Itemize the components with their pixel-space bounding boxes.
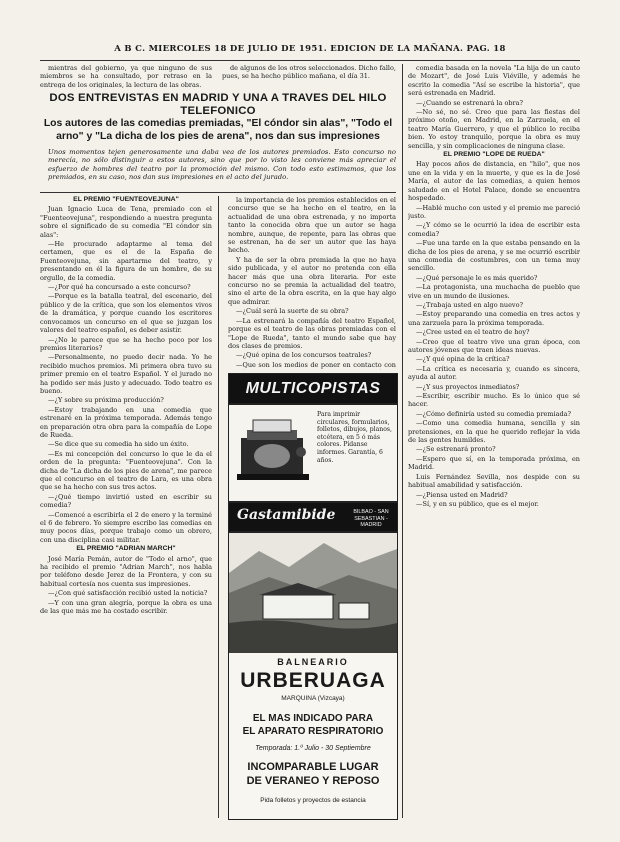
paragraph: —¿Trabaja usted en algo nuevo? <box>416 300 523 309</box>
paragraph: Hay pocos años de distancia, en "hilo", que nos une en la vida y en la muerte, y que es la de José María, el autor de las comedias, a quien hemos saludado en el Hotel Palace, donde se encuentra hospedado. <box>408 160 580 203</box>
paragraph: —¿Se estrenará pronto? <box>416 445 496 454</box>
paragraph: —¿Qué opina de los concursos teatrales? <box>236 351 372 360</box>
paragraph: —Sí, y en su público, que es el mejor. <box>416 499 539 508</box>
paragraph: la importancia de los premios establecidos en el concurso que se ha hecho en el teatro, en la actualidad de una obra estrenada, y no importa tanto la conocida obra que un autor se haga nombre, aunque, de repente, para las obras que se estrenan, ha de ser un autor que las haya hecho. <box>228 196 396 255</box>
article-intro: Unos momentos tejen generosamente una daba vea de los autores premiados. Esto concurso no merecía, no sólo distinguir a estos autores, sino que por lo visto les conviene más apreciar el esfuerzo de hombres del teatro por la promoción del mismo. Con todo esto estimamos, que los premiados, en su caso, nos dan sus impresiones en el acto del jurado. <box>48 148 396 182</box>
ad-balneario-urberuaga <box>228 532 398 820</box>
paragraph: —¿Y sobre su próxima producción? <box>48 396 164 405</box>
paragraph: —¿Cree usted en el teatro de hoy? <box>416 328 530 337</box>
ad-balneario-label: BALNEARIO <box>277 657 349 667</box>
paragraph: —Personalmente, no puedo decir nada. Yo he recibido muchos premios. Mi primera obra tuvo su primer premio en el teatro Español. Y el jurado no ha podido ser más justo y adecuado. Todo teatro es bueno. <box>40 353 212 395</box>
ad-balneario-footer: Pida folletos y proyectos de estancia <box>260 797 366 804</box>
col2-top-text <box>222 64 396 88</box>
ad-balneario-location: MARQUINA (Vizcaya) <box>281 695 345 702</box>
ad-balneario-slogan-1: INCOMPARABLE LUGAR <box>247 761 379 773</box>
section-heading-adrian-march: EL PREMIO "ADRIAN MARCH" <box>76 545 176 553</box>
paragraph: Y ha de ser la obra premiada la que no haya sido publicada, y el autor no pretenda con ella hacer más que una obra literaria. Por este concurso no se premia la actualidad del teatro, sino el arte de la obra escrita, en la que hay algo que admirar. <box>228 255 396 306</box>
paragraph: —Estoy preparando una comedia en tres actos y una zarzuela para la próxima temporada. <box>408 310 580 327</box>
paragraph: —¿No le parece que se ha hecho poco por los premios literarios? <box>40 335 212 352</box>
paragraph: —Es mi concepción del concurso lo que le da el orden de la pregunta: "Fuenteovejuna". Con la dicha de "La dicha de los pies de arena", me parece que el concurso en el teatro de Lara, es una obra que se ha hecho con sus tres actos. <box>40 449 212 492</box>
paragraph: —Comencé a escribirla el 2 de enero y la terminé el 6 de febrero. Yo siempre escribo las comedias en muy pocos días, porque trabajo como un obrero, con una disciplina casi militar. <box>40 510 212 544</box>
paragraph: —Se dice que su comedia ha sido un éxito. <box>48 440 189 449</box>
section-heading-lope-de-rueda: EL PREMIO "LOPE DE RUEDA" <box>443 151 545 159</box>
paragraph: —Y con una gran alegría, porque la obra es una de las que más me ha costado escribir. <box>40 598 212 616</box>
col1-top-paragraph: mientras del gobierno, ya que ninguno de sus miembros se ha consultado, por retraso en la entrega de los originales, la lectura de las obras. <box>40 64 212 88</box>
ad-gastamibide <box>228 502 398 532</box>
paragraph: —¿Y sus proyectos inmediatos? <box>416 382 520 391</box>
column-2 <box>228 196 396 370</box>
ad-balneario-claim-1: EL MAS INDICADO PARA <box>252 713 374 724</box>
paragraph: Luis Fernández Sevilla, nos despide con su habitual amabilidad y satisfacción. <box>408 472 580 490</box>
ad-balneario-name: URBERUAGA <box>240 669 386 692</box>
balneario-landscape-illustration <box>229 533 397 653</box>
paragraph: —Hablé mucho con usted y el premio me pareció justo. <box>408 203 580 220</box>
column-1 <box>40 196 212 822</box>
ad-gastamibide-brand: Gastamibide <box>237 507 336 523</box>
page-header: A B C. MIERCOLES 18 DE JULIO DE 1951. EDICION DE LA MAÑANA. PAG. 18 <box>114 44 506 54</box>
ad-multicopistas-text: Para imprimir circulares, formularios, folletos, dibujos, planos, etcétera, en 5 ó más colores. Pídanse informes. Garantía, 6 años. <box>317 411 392 464</box>
paragraph: José María Pemán, autor de "Todo el arno", que ha recibido el premio "Adrian March", nos habla por teléfono desde Jerez de la Frontera, y con su habitual cortesía nos cuenta sus impresiones. <box>40 554 212 588</box>
header-rule <box>40 60 580 61</box>
paragraph: —¿Con qué satisfacción recibió usted la noticia? <box>48 589 208 598</box>
paragraph: —Escribir, escribir mucho. Es lo único que sé hacer. <box>408 392 580 409</box>
paragraph: —No sé, no sé. Creo que para las fiestas del próximo otoño, en Madrid, en la Zarzuela, en el teatro María Guerrero, y que el público lo reciba bien. Yo estoy tranquilo, porque la obra es muy sencilla, y sin complicaciones de ninguna clase. <box>408 108 580 150</box>
ad-multicopistas-banner: MULTICOPISTAS <box>228 373 398 404</box>
paragraph: —¿Por qué ha concursado a este concurso? <box>48 283 191 292</box>
paragraph: —Porque es la batalla teatral, del escenario, del público y de la crítica, que son los elementos vivos de la dramática, y porque cuando los escritores convocamos un concurso en el que se juzgan los valores del teatro español, es deber asistir. <box>40 292 212 335</box>
ad-gastamibide-locations: BILBAO - SAN SEBASTIAN - MADRID <box>353 509 389 529</box>
ad-balneario-season: Temporada: 1.º Julio - 30 Septiembre <box>255 745 371 752</box>
column-3 <box>408 64 580 822</box>
paragraph: —¿Cuando se estrenará la obra? <box>416 98 524 107</box>
paragraph: —La crítica es necesaria y, cuando es sincera, ayuda al autor. <box>408 364 580 382</box>
paragraph: —¿Y cómo se le ocurrió la idea de escribir esta comedia? <box>408 221 580 238</box>
headline-sub: Los autores de las comedias premiadas, "El cóndor sin alas", "Todo el arno" y "La dicha de los pies de arena", nos dan sus impresiones <box>43 118 393 142</box>
paragraph: —¿Qué tiempo invirtió usted en escribir su comedia? <box>40 492 212 510</box>
paragraph: —La protagonista, una muchacha de pueblo que vive en un mundo de ilusiones. <box>408 283 580 300</box>
paragraph: comedia basada en la novela "La hija de un cauto de Mozart", de José Luis Viéville, y además he escrito la comedia "Así se escribe la historia", que será estrenada en Madrid. <box>408 64 580 98</box>
ad-balneario-slogan-2: DE VERANEO Y REPOSO <box>246 775 380 787</box>
paragraph: —¿Y qué opina de la crítica? <box>416 355 510 364</box>
ad-multicopistas-body <box>228 404 398 502</box>
col2-top-paragraph: de algunos de los otros seleccionados. Dicho fallo, pues, se ha hecho público mañana, el día 31. <box>222 64 396 81</box>
ad-balneario-claim-2: EL APARATO RESPIRATORIO <box>242 726 384 737</box>
col1-top-text <box>40 64 212 88</box>
paragraph: —Estoy trabajando en una comedia que estrenaré en la próxima temporada. Además tengo en preparación otra obra para la compañía de Lope de Rueda. <box>40 405 212 439</box>
column-divider <box>218 196 219 818</box>
paragraph: —Espero que sí, en la temporada próxima, en Madrid. <box>408 454 580 472</box>
paragraph: —¿Cómo definiría usted su comedia premiada? <box>416 409 572 418</box>
paragraph: —¿Cuál será la suerte de su obra? <box>236 307 349 316</box>
paragraph: —Creo que el teatro vive una gran época, con autores jóvenes que traen ideas nuevas. <box>408 337 580 354</box>
paragraph: Juan Ignacio Luca de Tena, premiado con el "Fuenteovejuna", respondiendo a nuestra pregunta sobre el significado de su comedia "El cóndor sin alas": <box>40 205 212 239</box>
paragraph: —¿Qué personaje le es más querido? <box>416 273 538 282</box>
paragraph: —La estrenará la compañía del teatro Español, porque es el teatro de las obras premiadas con el "Lope de Rueda", tanto el mundo sabe que hay dos clases de premios. <box>228 316 396 350</box>
paragraph: —Que son los medios de poner en contacto con <box>236 360 396 369</box>
paragraph: —Fue una tarde en la que estaba pensando en la dicha de los pies de arena, y se me ocurrió escribir una comedia de costumbres, con un tema muy sencillo. <box>408 239 580 273</box>
paragraph: —He procurado adaptarme al tema del certamen, que es el de la España de Fuenteovejuna, sin apartarme del teatro, y presentando en él la figura de un hombre, de su orgullo, de la comedia. <box>40 240 212 282</box>
paragraph: —Como una comedia humana, sencilla y sin pretensiones, en la que he querido reflejar la vida de las gentes humildes. <box>408 419 580 445</box>
section-heading-fuenteovejuna: EL PREMIO "FUENTEOVEJUNA" <box>73 196 179 203</box>
intro-rule <box>40 192 396 193</box>
headline-main: DOS ENTREVISTAS EN MADRID Y UNA A TRAVES DEL HILO TELEFONICO <box>49 92 387 117</box>
column-divider-right <box>402 64 403 818</box>
paragraph: —¿Piensa usted en Madrid? <box>416 490 508 499</box>
duplicator-machine-illustration <box>231 408 315 498</box>
